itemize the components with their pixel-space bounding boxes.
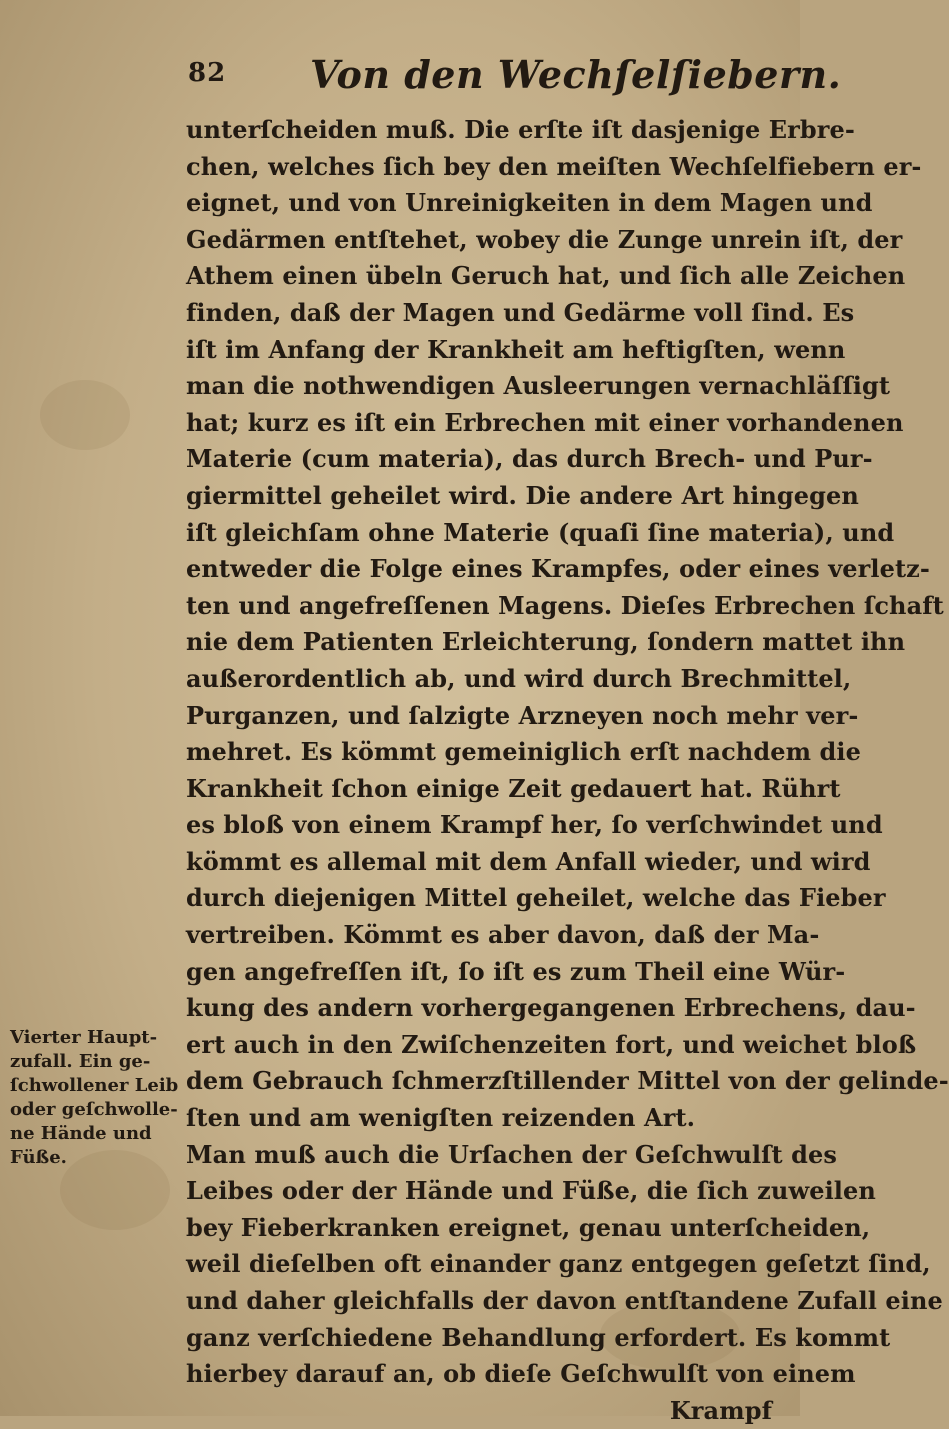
text-line: eignet, und von Unreinigkeiten in dem Magen und (186, 188, 873, 218)
margin-note-line: oder geſchwolle- (10, 1099, 178, 1120)
text-line: finden, daß der Magen und Gedärme voll ſind. Es (186, 297, 855, 327)
margin-note-line: ne Hände und (10, 1123, 152, 1144)
text-line: Man muß auch die Urſachen der Geſchwulſt des (186, 1139, 838, 1169)
text-line: mehret. Es kömmt gemeiniglich erſt nachdem die (186, 737, 861, 767)
text-line: man die nothwendigen Ausleerungen vernachläſſigt (186, 371, 891, 401)
text-line: Leibes oder der Hände und Füße, die ſich zuweilen (186, 1176, 876, 1206)
text-line: weil dieſelben oft einander ganz entgegen geſetzt ſind, (186, 1249, 931, 1279)
text-line: Athem einen übeln Geruch hat, und ſich alle Zeichen (186, 261, 906, 291)
text-line: chen, welches ſich bey den meiſten Wechſelfiebern er- (186, 151, 922, 181)
catchword: Krampf (669, 1395, 772, 1425)
text-line: ert auch in den Zwiſchenzeiten fort, und weichet bloß (186, 1029, 917, 1059)
text-line: ten und angefreſſenen Magens. Dieſes Erbrechen ſchaft (186, 590, 944, 620)
running-title: Von den Wechſelſiebern. (310, 52, 842, 97)
text-line: kung des andern vorhergegangenen Erbrechens, dau- (186, 993, 916, 1023)
text-line: durch diejenigen Mittel geheilet, welche das Fieber (186, 883, 886, 913)
text-line: iſt gleichſam ohne Materie (quaſi ſine materia), und (186, 517, 895, 547)
text-line: und daher gleichfalls der davon entſtandene Zufall eine (186, 1286, 943, 1315)
text-line: dem Gebrauch ſchmerzſtillender Mittel von der gelinde- (186, 1066, 949, 1096)
page-number: 82 (188, 58, 227, 88)
text-line: Gedärmen entſtehet, wobey die Zunge unrein iſt, der (186, 224, 903, 254)
text-line: entweder die Folge eines Krampfes, oder eines verletz- (186, 554, 930, 584)
text-line: ſten und am wenigſten reizenden Art. (186, 1103, 696, 1133)
paper-stain (40, 380, 130, 450)
text-line: kömmt es allemal mit dem Anfall wieder, und wird (186, 846, 871, 876)
text-line: giermittel geheilet wird. Die andere Art hingegen (186, 480, 859, 510)
margin-note (10, 1026, 182, 1170)
text-line: bey Fieberkranken ereignet, genau unterſcheiden, (186, 1212, 871, 1242)
text-line: iſt im Anfang der Krankheit am heftigſten, wenn (186, 334, 846, 364)
text-line: nie dem Patienten Erleichterung, ſondern mattet ihn (186, 627, 906, 657)
margin-note-line: Vierter Haupt- (10, 1027, 158, 1048)
text-line: es bloß von einem Krampf her, ſo verſchwindet und (186, 810, 883, 840)
text-line: vertreiben. Kömmt es aber davon, daß der Ma- (186, 920, 820, 950)
text-line: außerordentlich ab, und wird durch Brechmittel, (186, 663, 852, 693)
text-line: gen angefreſſen iſt, ſo iſt es zum Theil eine Wür- (186, 956, 846, 986)
text-line: hat; kurz es iſt ein Erbrechen mit einer vorhandenen (186, 407, 904, 437)
margin-note-line: Füße. (10, 1147, 67, 1168)
text-line: Krankheit ſchon einige Zeit gedauert hat. Rührt (186, 773, 841, 803)
margin-note-line: ſchwollener Leib (10, 1075, 179, 1096)
text-line: ganz verſchiedene Behandlung erfordert. Es kommt (186, 1322, 891, 1352)
text-line: Purganzen, und ſalzigte Arzneyen noch mehr ver- (186, 700, 859, 730)
text-line: hierbey darauf an, ob dieſe Geſchwulſt von einem (186, 1359, 856, 1389)
text-line: Materie (cum materia), das durch Brech- und Pur- (186, 444, 873, 474)
body-text (186, 112, 949, 1429)
margin-note-line: zufall. Ein ge- (10, 1051, 151, 1072)
text-line: unterſcheiden muß. Die erſte iſt dasjenige Erbre- (186, 115, 855, 144)
page-header (188, 52, 842, 97)
